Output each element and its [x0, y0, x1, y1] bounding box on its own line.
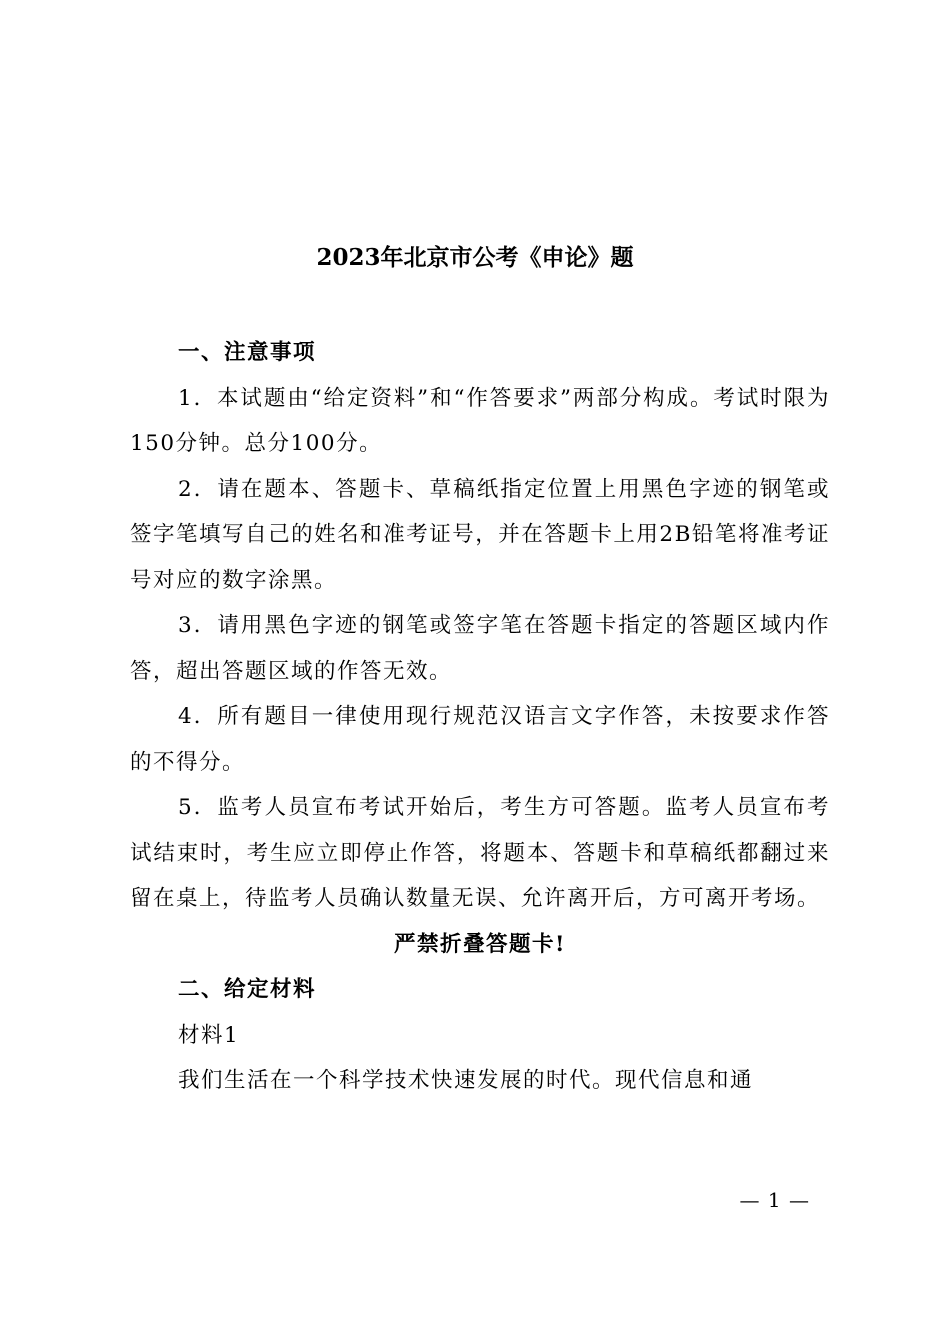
section-heading-materials: 二、给定材料	[178, 977, 317, 1002]
note-item-5: 5．监考人员宣布考试开始后，考生方可答题。监考人员宣布考试结束时，考生应立即停止作答，将题本、答题卡和草稿纸都翻过来留在桌上，待监考人员确认数量无误、允许离开后，方可离开考场。	[130, 795, 830, 911]
note-item-2: 2．请在题本、答题卡、草稿纸指定位置上用黑色字迹的钢笔或签字笔填写自己的姓名和准考证号，并在答题卡上用2B铅笔将准考证号对应的数字涂黑。	[130, 476, 830, 593]
material-label: 材料1	[178, 1022, 240, 1048]
note-item-1: 1．本试题由“给定资料”和“作答要求”两部分构成。考试时限为150分钟。总分100分。	[130, 385, 830, 456]
document-body	[130, 330, 830, 1104]
note-item-3: 3．请用黑色字迹的钢笔或签字笔在答题卡指定的答题区域内作答，超出答题区域的作答无效。	[130, 613, 830, 684]
material-text: 我们生活在一个科学技术快速发展的时代。现代信息和通	[178, 1068, 754, 1093]
document-title: 2023年北京市公考《申论》题	[316, 244, 634, 271]
warning-text: 严禁折叠答题卡!	[394, 931, 566, 957]
section-heading-notes: 一、注意事项	[178, 340, 317, 365]
page-number: — 1 —	[739, 1188, 810, 1212]
note-item-4: 4．所有题目一律使用现行规范汉语言文字作答，未按要求作答的不得分。	[130, 704, 830, 775]
